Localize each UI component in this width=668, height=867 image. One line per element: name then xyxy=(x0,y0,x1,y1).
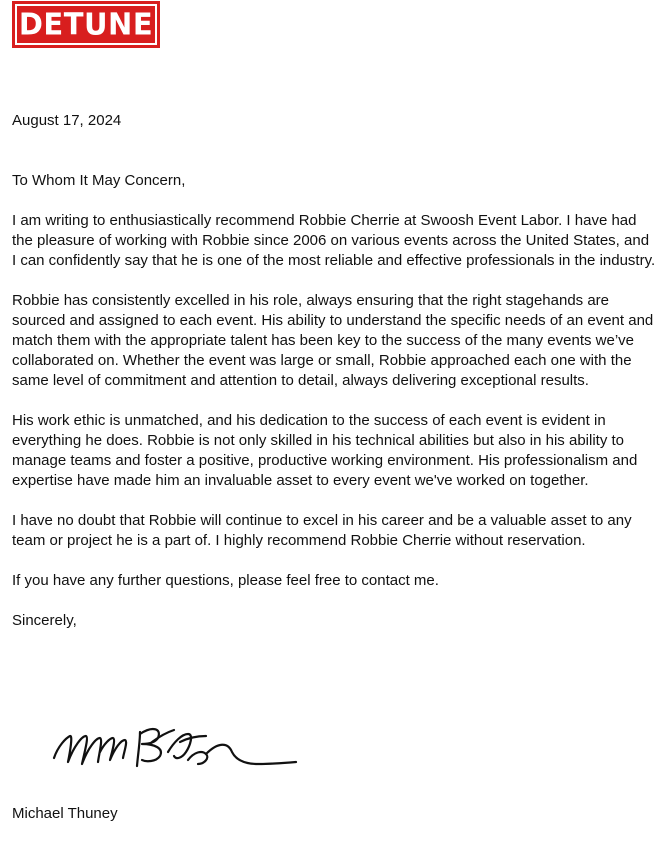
paragraph-recommendation: I have no doubt that Robbie will continue to excel in his career and be a valuable asset to any team or project he is a part of. I highly recommend Robbie Cherrie without reservation. xyxy=(12,512,632,549)
letter-body xyxy=(12,111,656,631)
paragraph-role: Robbie has consistently excelled in his role, always ensuring that the right stagehands are sourced and assigned to each event. His ability to understand the specific needs of an event and match them with the appropriate talent has been key to the success of the many events we’ve collaborated on. Whether the event was large or small, Robbie approached each one with the same level of commitment and attention to detail, always delivering exceptional results. xyxy=(12,292,654,389)
handwritten-signature xyxy=(48,712,300,778)
logo-badge xyxy=(17,6,155,43)
salutation: To Whom It May Concern, xyxy=(12,172,186,189)
paragraph-contact: If you have any further questions, please feel free to contact me. xyxy=(12,572,439,589)
closing: Sincerely, xyxy=(12,612,77,629)
paragraph-work-ethic: His work ethic is unmatched, and his dedication to the success of each event is evident in everything he does. Robbie is not only skilled in his technical abilities but also in his ability to manage teams and foster a positive, productive working environment. His professionalism and expertise have made him an invaluable asset to every event we've worked on together. xyxy=(12,412,638,489)
letter-date: August 17, 2024 xyxy=(12,112,122,129)
logo-text: DETUNE xyxy=(18,6,154,42)
signer-name: Michael Thuney xyxy=(12,805,118,822)
company-logo xyxy=(12,1,160,48)
paragraph-intro: I am writing to enthusiastically recommend Robbie Cherrie at Swoosh Event Labor. I have had the pleasure of working with Robbie since 2006 on various events across the United States, and I can confidently say that he is one of the most reliable and effective professionals in the industry. xyxy=(12,212,656,269)
